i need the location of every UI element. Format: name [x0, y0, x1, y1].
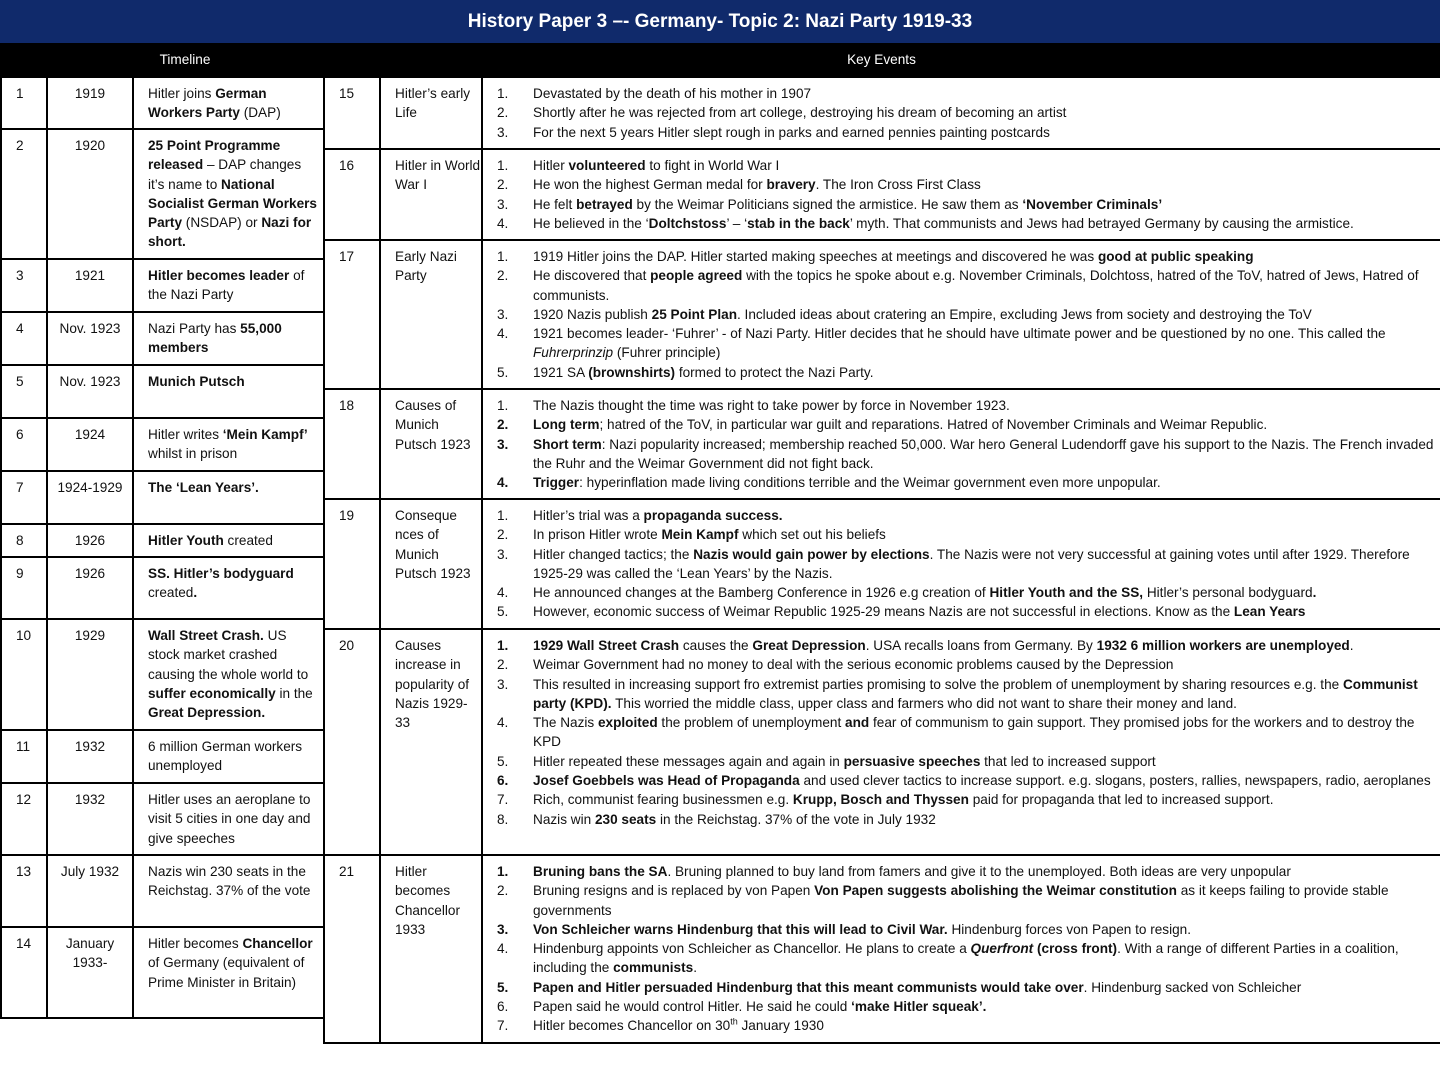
key-event-row	[324, 240, 1440, 389]
key-event-details	[482, 855, 1440, 1043]
key-event-point: 3. This resulted in increasing support fro extremist parties promising to solve the problem of unemployment by sharing resources e.g. the Communist party (KPD). This worried the middle class, upper class and farmers who did not want to share their money and land.	[497, 676, 1418, 711]
key-event-details	[482, 149, 1440, 240]
timeline-number: 6	[1, 418, 47, 471]
key-event-topic: Hitler becomes Chancellor 1933	[380, 855, 482, 1043]
timeline-number: 5	[1, 365, 47, 418]
timeline-event: Hitler uses an aeroplane to visit 5 cities in one day and give speeches	[133, 783, 324, 855]
page-title: History Paper 3 –- Germany- Topic 2: Nazi Party 1919-33	[0, 0, 1440, 43]
timeline-number: 2	[1, 129, 47, 259]
key-event-point: 4. The Nazis exploited the problem of unemployment and fear of communism to gain support. They promised jobs for the workers and to destroy the KPD	[497, 715, 1415, 750]
timeline-event: Hitler Youth created	[133, 524, 324, 557]
timeline-header	[0, 43, 323, 76]
key-event-point: 5. 1921 SA (brownshirts) formed to protect the Nazi Party.	[497, 364, 874, 380]
key-event-list	[497, 862, 1434, 1036]
timeline-row	[1, 557, 324, 619]
key-event-row	[324, 149, 1440, 240]
timeline-year: 1919	[47, 77, 133, 129]
key-event-number: 19	[324, 499, 380, 629]
key-event-row	[324, 499, 1440, 629]
key-event-point: 5. Hitler repeated these messages again and again in persuasive speeches that led to increased support	[497, 753, 1156, 769]
timeline-row	[1, 312, 324, 365]
key-event-point: 4. Trigger: hyperinflation made living conditions terrible and the Weimar government even more unpopular.	[497, 475, 1161, 491]
key-event-number: 20	[324, 629, 380, 855]
key-event-point: 8. Nazis win 230 seats in the Reichstag. 37% of the vote in July 1932	[497, 811, 936, 827]
key-event-point: 3. Short term: Nazi popularity increased; membership reached 50,000. War hero General Ludendorff gave his support to the Nazis. The French invaded the Ruhr and the Weimar Government did not fight back.	[497, 436, 1434, 471]
timeline-row	[1, 418, 324, 471]
timeline-year: 1921	[47, 259, 133, 312]
timeline-year: 1920	[47, 129, 133, 259]
timeline-event: Nazis win 230 seats in the Reichstag. 37% of the vote	[133, 855, 324, 927]
key-event-point: 2. Bruning resigns and is replaced by von Papen Von Papen suggests abolishing the Weimar constitution as it keeps failing to provide stable governments	[497, 883, 1389, 918]
timeline-event: Wall Street Crash. US stock market crashed causing the whole world to suffer economically in the Great Depression.	[133, 619, 324, 730]
timeline-number: 1	[1, 77, 47, 129]
key-event-point: 1. The Nazis thought the time was right to take power by force in November 1923.	[497, 398, 1010, 413]
timeline-year: 1929	[47, 619, 133, 730]
key-event-point: 2. He discovered that people agreed with the topics he spoke about e.g. November Criminals, Dolchtoss, hatred of the ToV, hatred of Jews, Hatred of communists.	[497, 268, 1419, 303]
key-event-details	[482, 499, 1440, 629]
timeline-event: Hitler becomes Chancellor of Germany (equivalent of Prime Minister in Britain)	[133, 927, 324, 1018]
key-events-header	[323, 43, 1440, 76]
timeline-number: 8	[1, 524, 47, 557]
key-event-point: 3. He felt betrayed by the Weimar Politicians signed the armistice. He saw them as ‘November Criminals’	[497, 196, 1163, 212]
key-event-number: 18	[324, 389, 380, 499]
key-event-point: 2. He won the highest German medal for bravery. The Iron Cross First Class	[497, 177, 981, 193]
timeline-number: 7	[1, 471, 47, 524]
key-event-row	[324, 629, 1440, 855]
timeline-row	[1, 619, 324, 730]
timeline-year: Nov. 1923	[47, 365, 133, 418]
timeline-table	[0, 76, 325, 1019]
key-event-point: 4. He announced changes at the Bamberg Conference in 1926 e.g creation of Hitler Youth and the SS, Hitler’s personal bodyguard.	[497, 585, 1317, 601]
key-event-details	[482, 389, 1440, 499]
key-event-point: 5. Papen and Hitler persuaded Hindenburg that this meant communists would take over. Hindenburg sacked von Schleicher	[497, 979, 1302, 995]
key-event-point: 4. He believed in the ‘Doltchstoss’ – ‘stab in the back’ myth. That communists and Jews had betrayed Germany by causing the armistice.	[497, 215, 1354, 231]
timeline-header-label: Timeline	[159, 52, 211, 67]
key-event-point: 1. 1919 Hitler joins the DAP. Hitler started making speeches at meetings and discovered he was good at public speaking	[497, 249, 1254, 264]
timeline-year: 1926	[47, 524, 133, 557]
key-event-topic: Hitler in World War I	[380, 149, 482, 240]
timeline-event: Hitler becomes leader of the Nazi Party	[133, 259, 324, 312]
key-event-list	[497, 506, 1434, 622]
key-event-topic: Conseque nces of Munich Putsch 1923	[380, 499, 482, 629]
timeline-row	[1, 129, 324, 259]
timeline-year: 1932	[47, 730, 133, 783]
timeline-number: 11	[1, 730, 47, 783]
key-event-number: 15	[324, 77, 380, 149]
key-event-point: 3. Von Schleicher warns Hindenburg that this will lead to Civil War. Hindenburg forces von Papen to resign.	[497, 921, 1192, 937]
key-event-row	[324, 389, 1440, 499]
timeline-row	[1, 730, 324, 783]
key-event-topic: Causes increase in popularity of Nazis 1929-33	[380, 629, 482, 855]
timeline-row	[1, 77, 324, 129]
timeline-year: July 1932	[47, 855, 133, 927]
timeline-event: SS. Hitler’s bodyguard created.	[133, 557, 324, 619]
timeline-number: 3	[1, 259, 47, 312]
key-event-number: 21	[324, 855, 380, 1043]
key-event-point: 3. 1920 Nazis publish 25 Point Plan. Included ideas about cratering an Empire, excluding Jews from society and destroying the ToV	[497, 306, 1312, 322]
timeline-row	[1, 365, 324, 418]
timeline-year: 1924	[47, 418, 133, 471]
key-event-number: 17	[324, 240, 380, 389]
key-event-point: 5. However, economic success of Weimar Republic 1925-29 means Nazis are not successful in elections. Know as the Lean Years	[497, 604, 1306, 620]
timeline-number: 10	[1, 619, 47, 730]
key-event-list	[497, 396, 1434, 492]
key-event-point: 4. 1921 becomes leader- ‘Fuhrer’ - of Nazi Party. Hitler decides that he should have ultimate power and be questioned by no one. This called the Fuhrerprinzip (Fuhrer principle)	[497, 326, 1386, 361]
timeline-number: 14	[1, 927, 47, 1018]
key-events-header-label: Key Events	[847, 52, 916, 67]
key-event-point: 1. Hitler volunteered to fight in World War I	[497, 158, 780, 173]
key-event-point: 6. Josef Goebbels was Head of Propaganda and used clever tactics to increase support. e.g. slogans, posters, rallies, newspapers, radio, aeroplanes	[497, 773, 1431, 789]
timeline-row	[1, 259, 324, 312]
key-event-details	[482, 77, 1440, 149]
key-event-point: 3. For the next 5 years Hitler slept rough in parks and earned pennies painting postcards	[497, 124, 1050, 140]
timeline-year: Nov. 1923	[47, 312, 133, 365]
timeline-event: Nazi Party has 55,000 members	[133, 312, 324, 365]
timeline-row	[1, 855, 324, 927]
key-event-list	[497, 636, 1434, 829]
key-event-point: 2. In prison Hitler wrote Mein Kampf which set out his beliefs	[497, 527, 886, 543]
timeline-number: 12	[1, 783, 47, 855]
key-event-point: 7. Rich, communist fearing businessmen e.g. Krupp, Bosch and Thyssen paid for propaganda that led to increased support.	[497, 792, 1274, 808]
key-event-details	[482, 240, 1440, 389]
key-event-details	[482, 629, 1440, 855]
key-event-point: 1. Devastated by the death of his mother in 1907	[497, 86, 812, 101]
timeline-row	[1, 524, 324, 557]
timeline-event: The ‘Lean Years’.	[133, 471, 324, 524]
key-event-point: 4. Hindenburg appoints von Schleicher as Chancellor. He plans to create a Querfront (cross front). With a range of different Parties in a coalition, including the communists.	[497, 941, 1399, 976]
key-event-row	[324, 855, 1440, 1043]
timeline-year: 1926	[47, 557, 133, 619]
key-event-point: 1. 1929 Wall Street Crash causes the Great Depression. USA recalls loans from Germany. By 1932 6 million workers are unemployed.	[497, 638, 1354, 653]
key-event-point: 3. Hitler changed tactics; the Nazis would gain power by elections. The Nazis were not very successful at gaining votes until after 1929. Therefore 1925-29 was called the ‘Lean Years’ by the Nazis.	[497, 546, 1410, 581]
timeline-row	[1, 783, 324, 855]
key-event-point: 7. Hitler becomes Chancellor on 30th January 1930	[497, 1016, 824, 1034]
timeline-event: 25 Point Programme released – DAP changes it’s name to National Socialist German Workers Party (NSDAP) or Nazi for short.	[133, 129, 324, 259]
timeline-number: 4	[1, 312, 47, 365]
timeline-year: January 1933-	[47, 927, 133, 1018]
timeline-event: Munich Putsch	[133, 365, 324, 418]
timeline-row	[1, 471, 324, 524]
timeline-year: 1924-1929	[47, 471, 133, 524]
timeline-number: 13	[1, 855, 47, 927]
timeline-number: 9	[1, 557, 47, 619]
key-event-number: 16	[324, 149, 380, 240]
key-event-point: 1. Bruning bans the SA. Bruning planned to buy land from famers and give it to the unemployed. Both ideas are very unpopular	[497, 864, 1291, 879]
key-event-list	[497, 84, 1434, 142]
key-event-topic: Causes of Munich Putsch 1923	[380, 389, 482, 499]
timeline-row	[1, 927, 324, 1018]
key-event-point: 2. Weimar Government had no money to deal with the serious economic problems caused by the Depression	[497, 657, 1174, 673]
key-event-topic: Early Nazi Party	[380, 240, 482, 389]
key-event-row	[324, 77, 1440, 149]
timeline-event: 6 million German workers unemployed	[133, 730, 324, 783]
timeline-event: Hitler writes ‘Mein Kampf’ whilst in prison	[133, 418, 324, 471]
key-event-point: 2. Shortly after he was rejected from art college, destroying his dream of becoming an artist	[497, 105, 1067, 121]
key-event-list	[497, 247, 1434, 382]
key-events-table	[323, 76, 1440, 1044]
key-event-point: 2. Long term; hatred of the ToV, in particular war guilt and reparations. Hatred of November Criminals and Weimar Republic.	[497, 417, 1268, 433]
timeline-event: Hitler joins German Workers Party (DAP)	[133, 77, 324, 129]
key-event-topic: Hitler’s early Life	[380, 77, 482, 149]
key-event-point: 1. Hitler’s trial was a propaganda success.	[497, 508, 783, 523]
timeline-year: 1932	[47, 783, 133, 855]
key-event-list	[497, 156, 1434, 233]
key-event-point: 6. Papen said he would control Hitler. He said he could ‘make Hitler squeak’.	[497, 999, 987, 1015]
